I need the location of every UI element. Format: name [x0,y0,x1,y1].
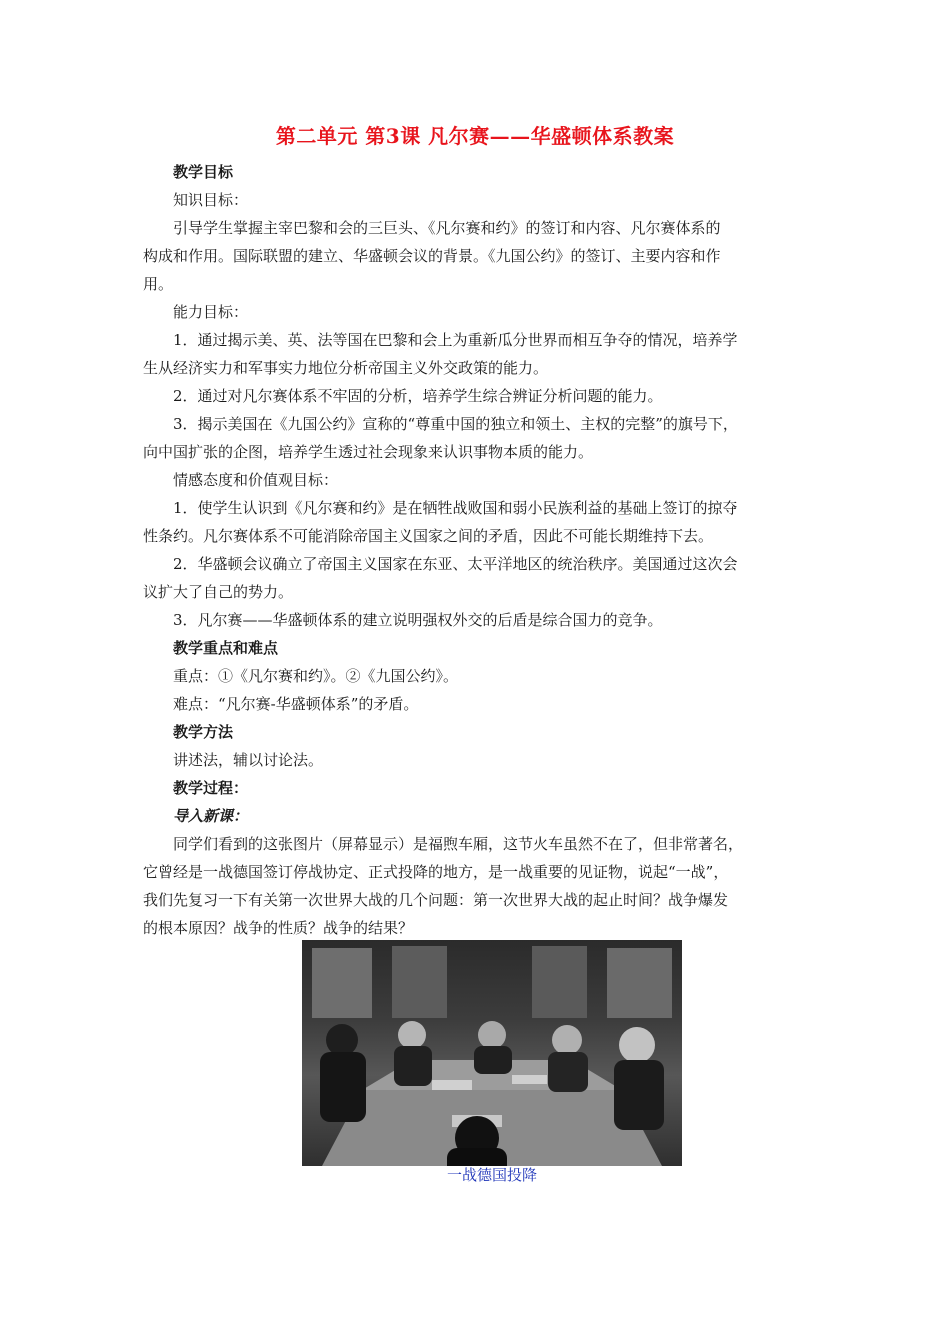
paragraph-line: 讲述法，辅以讨论法。 [173,751,324,769]
paragraph-line: 难点：“凡尔赛-华盛顿体系”的矛盾。 [173,695,419,713]
paragraph-line: 1．通过揭示美、英、法等国在巴黎和会上为重新瓜分世界而相互争夺的情况，培养学 [173,331,738,349]
paragraph-line: 的根本原因？战争的性质？战争的结果？ [143,919,414,937]
paragraph-line: 同学们看到的这张图片（屏幕显示）是福煦车厢，这节火车虽然不在了，但非常著名， [173,835,744,853]
paragraph-line: 议扩大了自己的势力。 [143,583,294,601]
heading-introduction: 导入新课： [173,807,249,825]
paragraph-line: 生从经济实力和军事实力地位分析帝国主义外交政策的能力。 [143,359,549,377]
paragraph-line: 3．揭示美国在《九国公约》宣称的“尊重中国的独立和领土、主权的完整”的旗号下， [173,415,738,433]
heading-teaching-goals: 教学目标 [173,163,234,181]
paragraph-line: 用。 [143,275,174,293]
paragraph-line: 引导学生掌握主宰巴黎和会的三巨头、《凡尔赛和约》的签订和内容、凡尔赛体系的 [173,219,721,237]
paragraph-line: 向中国扩张的企图，培养学生透过社会现象来认识事物本质的能力。 [143,443,594,461]
paragraph-line: 它曾经是一战德国签订停战协定、正式投降的地方，是一战重要的见证物，说起“一战”， [143,863,729,881]
document-title: 第二单元 第3课 凡尔赛——华盛顿体系教案 [275,124,675,148]
paragraph-line: 1．使学生认识到《凡尔赛和约》是在牺牲战败国和弱小民族利益的基础上签订的掠夺 [173,499,738,517]
heading-key-points: 教学重点和难点 [173,639,279,657]
subheading-knowledge-goals: 知识目标： [173,191,249,209]
heading-teaching-process: 教学过程： [173,779,249,797]
paragraph-line: 我们先复习一下有关第一次世界大战的几个问题：第一次世界大战的起止时间？战争爆发 [143,891,729,909]
paragraph-line: 2．华盛顿会议确立了帝国主义国家在东亚、太平洋地区的统治秩序。美国通过这次会 [173,555,738,573]
paragraph-line: 3．凡尔赛——华盛顿体系的建立说明强权外交的后盾是综合国力的竞争。 [173,611,663,629]
heading-teaching-method: 教学方法 [173,723,234,741]
paragraph-line: 构成和作用。国际联盟的建立、华盛顿会议的背景。《九国公约》的签订、主要内容和作 [143,247,721,265]
paragraph-line: 2．通过对凡尔赛体系不牢固的分析，培养学生综合辨证分析问题的能力。 [173,387,663,405]
paragraph-line: 重点：①《凡尔赛和约》。②《九国公约》。 [173,667,459,685]
historical-photo [302,940,682,1166]
paragraph-line: 性条约。凡尔赛体系不可能消除帝国主义国家之间的矛盾，因此不可能长期维持下去。 [143,527,714,545]
figure-caption: 一战德国投降 [446,1166,537,1184]
subheading-ability-goals: 能力目标： [173,303,249,321]
subheading-emotion-goals: 情感态度和价值观目标： [173,471,339,489]
